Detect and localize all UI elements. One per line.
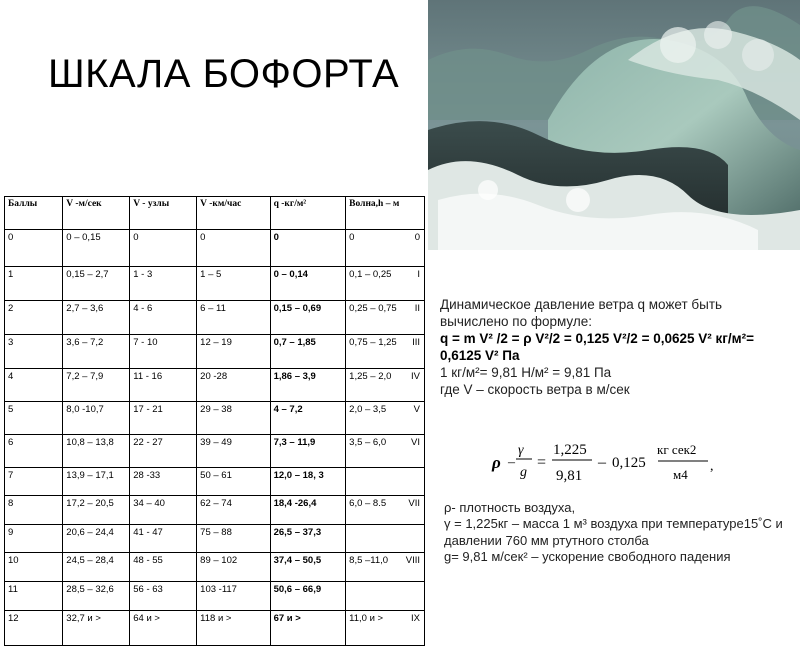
cell-speed-kmh: 6 – 11	[197, 301, 270, 335]
wave-class-label: II	[414, 303, 420, 314]
cell-pressure: 12,0 – 18, 3	[270, 468, 346, 496]
description-line: Динамическое давление ветра q может быть вычислено по формуле:	[440, 297, 723, 329]
cell-speed-ms: 7,2 – 7,9	[63, 369, 130, 402]
wave-class-label: V	[413, 404, 420, 415]
wave-height-value: 0,1 – 0,25	[349, 269, 392, 280]
cell-speed-ms: 10,8 – 13,8	[63, 435, 130, 468]
cell-speed-knots: 7 - 10	[130, 335, 197, 369]
wave-height-value: 11,0 и >	[349, 613, 384, 624]
header-cell-kmh: V -км/час	[197, 197, 270, 230]
wave-height-value: 1,25 – 2,0	[349, 371, 392, 382]
table-row	[5, 267, 425, 301]
formula-legend	[444, 500, 794, 565]
wave-height-value: 2,0 – 3,5	[349, 404, 387, 415]
cell-pressure: 50,6 – 66,9	[270, 582, 346, 611]
wave-class-label: VIII	[405, 555, 420, 566]
formula-rho: ρ	[492, 453, 501, 472]
formula-result: 0,125	[612, 455, 646, 471]
cell-speed-kmh: 62 – 74	[197, 496, 270, 525]
cell-speed-kmh: 118 и >	[197, 611, 270, 646]
cell-speed-knots: 1 - 3	[130, 267, 197, 301]
cell-speed-knots: 4 - 6	[130, 301, 197, 335]
wave-class-label: IX	[411, 613, 420, 624]
formula-numerator: 1,225	[553, 442, 587, 458]
cell-balls: 9	[5, 525, 63, 553]
cell-speed-kmh: 50 – 61	[197, 468, 270, 496]
cell-balls: 4	[5, 369, 63, 402]
pressure-description	[440, 296, 790, 398]
ocean-wave-photo	[428, 0, 800, 250]
density-formula	[490, 432, 790, 492]
table-row	[5, 369, 425, 402]
table-row	[5, 468, 425, 496]
cell-wave-height	[346, 525, 425, 553]
wave-height-value: 8,5 –11,0	[349, 555, 389, 566]
formula-unit-bottom: м4	[673, 467, 688, 482]
cell-speed-ms: 28,5 – 32,6	[63, 582, 130, 611]
legend-line: ρ- плотность воздуха,	[444, 500, 576, 515]
cell-speed-kmh: 1 – 5	[197, 267, 270, 301]
wave-class-label: I	[417, 269, 420, 280]
cell-speed-kmh: 89 – 102	[197, 553, 270, 582]
cell-speed-knots: 56 - 63	[130, 582, 197, 611]
cell-pressure: 0,7 – 1,85	[270, 335, 346, 369]
cell-speed-ms: 20,6 – 24,4	[63, 525, 130, 553]
table-row	[5, 435, 425, 468]
table-row	[5, 335, 425, 369]
cell-balls: 1	[5, 267, 63, 301]
cell-wave-height	[346, 582, 425, 611]
header-cell-pressure: q -кг/м²	[270, 197, 346, 230]
table-row	[5, 582, 425, 611]
cell-speed-knots: 11 - 16	[130, 369, 197, 402]
wave-height-value: 0,25 – 0,75	[349, 303, 397, 314]
wave-height-value: 3,5 – 6,0	[349, 437, 387, 448]
cell-pressure: 0	[270, 230, 346, 267]
cell-speed-kmh: 39 – 49	[197, 435, 270, 468]
wave-class-label: VI	[411, 437, 420, 448]
cell-speed-ms: 2,7 – 3,6	[63, 301, 130, 335]
cell-wave-height	[346, 267, 425, 301]
cell-wave-height	[346, 369, 425, 402]
cell-speed-knots: 41 - 47	[130, 525, 197, 553]
cell-pressure: 7,3 – 11,9	[270, 435, 346, 468]
wave-height-value: 0,75 – 1,25	[349, 337, 397, 348]
header-cell-wave: Волна,h – м	[346, 197, 425, 230]
cell-speed-kmh: 103 -117	[197, 582, 270, 611]
cell-speed-knots: 48 - 55	[130, 553, 197, 582]
cell-speed-ms: 3,6 – 7,2	[63, 335, 130, 369]
cell-speed-ms: 32,7 и >	[63, 611, 130, 646]
description-formula-line: q = m V² /2 = ρ V²/2 = 0,125 V²/2 = 0,0625 V² кг/м²= 0,6125 V² Па	[440, 331, 754, 363]
svg-text:=: =	[537, 454, 547, 471]
cell-pressure: 4 – 7,2	[270, 402, 346, 435]
cell-pressure: 37,4 – 50,5	[270, 553, 346, 582]
formula-denominator: 9,81	[556, 468, 583, 484]
table-row	[5, 230, 425, 267]
legend-line: γ = 1,225кг – масса 1 м³ воздуха при температуре15˚С и давлении 760 мм ртутного столба	[444, 516, 783, 548]
cell-wave-height	[346, 496, 425, 525]
cell-pressure: 18,4 -26,4	[270, 496, 346, 525]
cell-speed-ms: 17,2 – 20,5	[63, 496, 130, 525]
header-cell-knots: V - узлы	[130, 197, 197, 230]
cell-balls: 10	[5, 553, 63, 582]
cell-balls: 8	[5, 496, 63, 525]
wave-class-label: VII	[408, 498, 420, 509]
wave-height-value: 0	[349, 232, 355, 243]
cell-speed-kmh: 29 – 38	[197, 402, 270, 435]
description-line: где V – скорость ветра в м/сек	[440, 382, 630, 397]
table-row	[5, 553, 425, 582]
cell-wave-height	[346, 553, 425, 582]
cell-balls: 12	[5, 611, 63, 646]
cell-speed-ms: 0 – 0,15	[63, 230, 130, 267]
cell-pressure: 1,86 – 3,9	[270, 369, 346, 402]
cell-speed-knots: 17 - 21	[130, 402, 197, 435]
svg-text:–: –	[508, 455, 515, 470]
wave-class-label: III	[412, 337, 420, 348]
cell-pressure: 0,15 – 0,69	[270, 301, 346, 335]
cell-balls: 2	[5, 301, 63, 335]
header-cell-ms: V -м/сек	[63, 197, 130, 230]
description-line: 1 кг/м²= 9,81 Н/м² = 9,81 Па	[440, 365, 612, 380]
wave-class-label: IV	[411, 371, 420, 382]
table-header-row	[5, 197, 425, 230]
cell-speed-knots: 34 – 40	[130, 496, 197, 525]
svg-text:–: –	[598, 454, 606, 471]
cell-speed-kmh: 0	[197, 230, 270, 267]
cell-speed-knots: 64 и >	[130, 611, 197, 646]
beaufort-scale-table	[4, 196, 425, 646]
cell-balls: 11	[5, 582, 63, 611]
cell-balls: 0	[5, 230, 63, 267]
wave-class-label: 0	[414, 232, 420, 243]
header-cell-balls: Баллы	[5, 197, 63, 230]
cell-speed-kmh: 20 -28	[197, 369, 270, 402]
svg-text:,: ,	[710, 459, 714, 474]
cell-balls: 5	[5, 402, 63, 435]
formula-unit-top: кг сек2	[657, 442, 697, 457]
cell-speed-knots: 28 -33	[130, 468, 197, 496]
cell-wave-height	[346, 435, 425, 468]
cell-wave-height	[346, 611, 425, 646]
cell-balls: 6	[5, 435, 63, 468]
cell-pressure: 67 и >	[270, 611, 346, 646]
cell-speed-knots: 22 - 27	[130, 435, 197, 468]
table-row	[5, 496, 425, 525]
wave-height-value: 6,0 – 8.5	[349, 498, 387, 509]
cell-wave-height	[346, 335, 425, 369]
cell-pressure: 26,5 – 37,3	[270, 525, 346, 553]
cell-wave-height	[346, 468, 425, 496]
table-row	[5, 525, 425, 553]
cell-pressure: 0 – 0,14	[270, 267, 346, 301]
cell-wave-height	[346, 301, 425, 335]
cell-wave-height	[346, 402, 425, 435]
legend-line: g= 9,81 м/сек² – ускорение свободного падения	[444, 548, 731, 564]
cell-speed-ms: 0,15 – 2,7	[63, 267, 130, 301]
cell-speed-kmh: 75 – 88	[197, 525, 270, 553]
formula-g: g	[520, 465, 527, 480]
cell-speed-kmh: 12 – 19	[197, 335, 270, 369]
cell-balls: 3	[5, 335, 63, 369]
cell-wave-height	[346, 230, 425, 267]
cell-speed-ms: 13,9 – 17,1	[63, 468, 130, 496]
page-title: ШКАЛА БОФОРТА	[48, 52, 400, 96]
cell-speed-ms: 24,5 – 28,4	[63, 553, 130, 582]
cell-speed-ms: 8,0 -10,7	[63, 402, 130, 435]
formula-gamma: γ	[518, 443, 524, 458]
table-row	[5, 611, 425, 646]
table-row	[5, 402, 425, 435]
cell-balls: 7	[5, 468, 63, 496]
cell-speed-knots: 0	[130, 230, 197, 267]
table-row	[5, 301, 425, 335]
